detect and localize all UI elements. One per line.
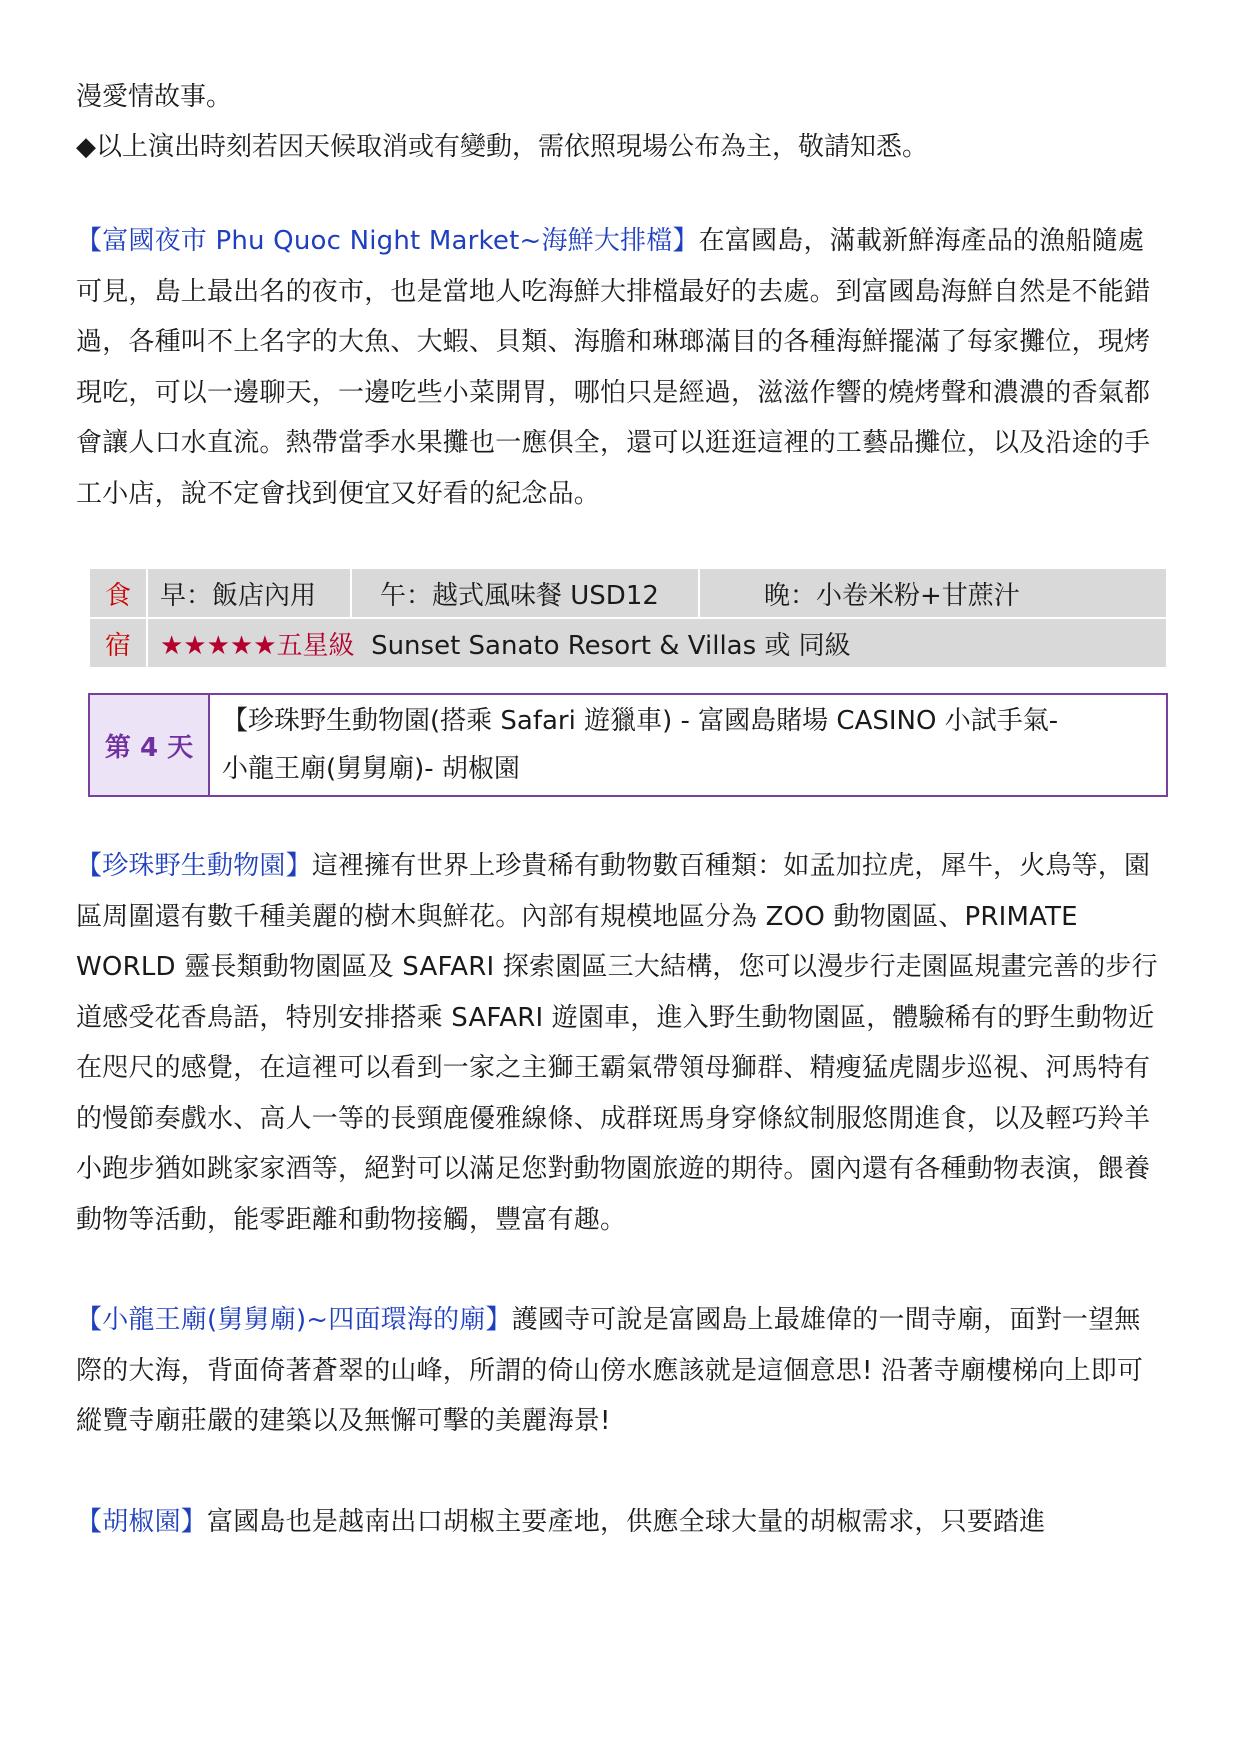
zoo-body: 這裡擁有世界上珍貴稀有動物數百種類：如孟加拉虎，犀牛，火鳥等，園區周圍還有數千種美麗的樹木與鮮花。內部有規模地區分為 ZOO 動物園區、PRIMATE WORLD 靈長類動物園區及 SAFARI 探索園區三大結構，您可以漫步行走園區規畫完善的步行道感受花香鳥語，特別安排搭乘 SAFARI 遊園車，進入野生動物園區，體驗稀有的野生動物近在咫尺的感覺，在這裡可以看到一家之主獅王霸氣帶領母獅群、精瘦猛虎闊步巡視、河馬特有的慢節奏戲水、高人一等的長頸鹿優雅線條、成群斑馬身穿條紋制服悠閒進食，以及輕巧羚羊小跑步猶如跳家家酒等，絕對可以滿足您對動物園旅遊的期待。園內還有各種動物表演，餵養動物等活動，能零距離和動物接觸，豐富有趣。 xyxy=(76,851,1158,1235)
hotel-cell xyxy=(147,618,1167,668)
night-market-body: 在富國島，滿載新鮮海產品的漁船隨處可見，島上最出名的夜市，也是當地人吃海鮮大排檔最好的去處。到富國島海鮮自然是不能錯過，各種叫不上名字的大魚、大蝦、貝類、海膽和琳瑯滿目的各種海鮮擺滿了每家攤位，現烤現吃，可以一邊聊天，一邊吃些小菜開胃，哪怕只是經過，滋滋作響的燒烤聲和濃濃的香氣都會讓人口水直流。熱帶當季水果攤也一應俱全，還可以逛逛這裡的工藝品攤位，以及沿途的手工小店，說不定會找到便宜又好看的紀念品。 xyxy=(76,226,1151,509)
pepper-title: 【胡椒園】 xyxy=(76,1506,208,1537)
night-market-title: 【富國夜市 Phu Quoc Night Market~海鮮大排檔】 xyxy=(76,226,699,256)
spacer xyxy=(76,172,1166,216)
spacer xyxy=(76,1447,1166,1497)
day-route-line-1: 【珍珠野生動物園(搭乘 Safari 遊獵車) - 富國島賭場 CASINO 小試手氣- xyxy=(222,706,1059,736)
pepper-section xyxy=(76,1497,1166,1548)
spacer xyxy=(76,519,1166,567)
breakfast-cell: 早：飯店內用 xyxy=(147,568,351,618)
day-itinerary-box xyxy=(88,693,1168,797)
day-label: 第 4 天 xyxy=(90,695,210,795)
stay-row xyxy=(89,618,1167,668)
intro-notice: ◆以上演出時刻若因天候取消或有變動，需依照現場公布為主，敬請知悉。 xyxy=(76,132,928,162)
temple-section xyxy=(76,1295,1166,1447)
temple-title: 【小龍王廟(舅舅廟)~四面環海的廟】 xyxy=(76,1305,512,1335)
day-route-line-2: 小龍王廟(舅舅廟)- 胡椒園 xyxy=(222,754,520,784)
intro-line-1: 漫愛情故事。 xyxy=(76,82,233,112)
day-route xyxy=(210,695,1166,795)
stay-key: 宿 xyxy=(89,618,147,668)
document-page xyxy=(76,72,1166,1547)
night-market-section xyxy=(76,216,1166,519)
zoo-title: 【珍珠野生動物園】 xyxy=(76,851,312,881)
meal-row xyxy=(89,568,1167,618)
meal-table xyxy=(88,567,1168,669)
meal-key: 食 xyxy=(89,568,147,618)
lunch-cell: 午：越式風味餐 USD12 xyxy=(351,568,699,618)
hotel-name: Sunset Sanato Resort & Villas 或 同級 xyxy=(371,630,851,661)
pepper-body: 富國島也是越南出口胡椒主要產地，供應全球大量的胡椒需求，只要踏進 xyxy=(207,1506,1046,1537)
dinner-cell: 晚：小卷米粉+甘蔗汁 xyxy=(699,568,1167,618)
five-star-label: ★★★★★五星級 xyxy=(160,630,355,661)
spacer xyxy=(76,1245,1166,1295)
spacer xyxy=(76,797,1166,841)
zoo-section xyxy=(76,841,1166,1245)
temple-body: 護國寺可說是富國島上最雄偉的一間寺廟，面對一望無際的大海，背面倚著蒼翠的山峰，所謂的倚山傍水應該就是這個意思! 沿著寺廟樓梯向上即可縱覽寺廟莊嚴的建築以及無懈可擊的美麗海景! xyxy=(76,1305,1144,1436)
